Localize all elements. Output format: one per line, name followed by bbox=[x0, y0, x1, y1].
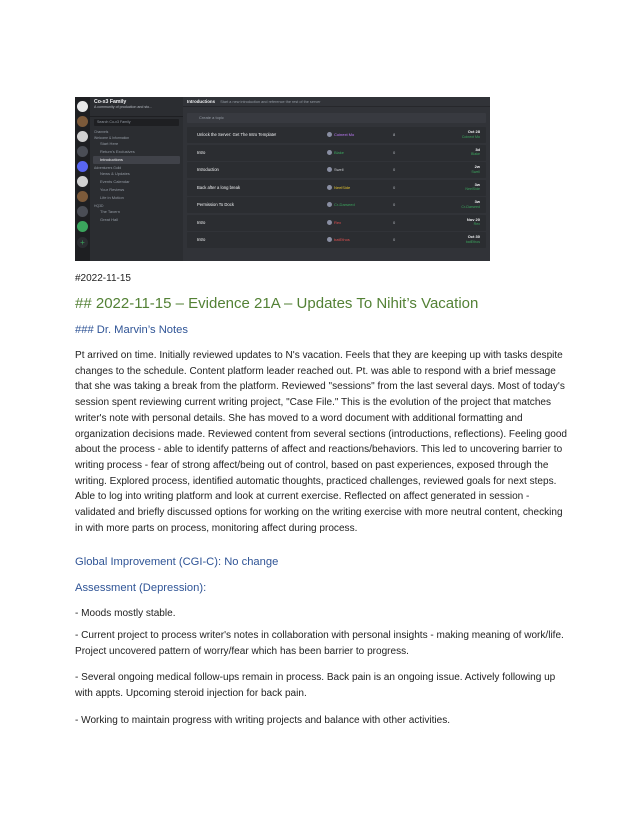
post-author: Cr-Darseed bbox=[327, 202, 355, 207]
channel-item[interactable]: The Tavern bbox=[100, 209, 120, 214]
channel-category[interactable]: HQ3D bbox=[94, 204, 104, 208]
post-date-label: 2w bbox=[474, 164, 480, 169]
forum-post-row[interactable] bbox=[187, 215, 486, 231]
assessment-item: - Moods mostly stable. bbox=[75, 608, 176, 619]
server-icon[interactable] bbox=[77, 191, 88, 202]
channel-item[interactable]: Life in Motion bbox=[100, 195, 124, 200]
forum-topbar bbox=[183, 97, 490, 107]
reply-count: 0 bbox=[393, 202, 396, 207]
post-date-label: 3w bbox=[474, 181, 480, 187]
forum-description: Start a new introduction and reference the rest of the server bbox=[220, 100, 321, 104]
server-icon[interactable] bbox=[77, 101, 88, 112]
post-date bbox=[465, 182, 480, 193]
last-poster: Swell bbox=[471, 169, 480, 174]
forum-post-row[interactable] bbox=[187, 127, 486, 143]
post-date-label: 3w bbox=[474, 199, 480, 204]
post-title: Unlock the Server: Get The Intro Template! bbox=[197, 132, 277, 137]
post-date bbox=[471, 147, 480, 158]
post-date-label: Oct 30 bbox=[467, 234, 480, 239]
create-topic-input[interactable]: Create a topic bbox=[187, 113, 486, 123]
assessment-item: - Working to maintain progress with writing projects and balance with other activities. bbox=[75, 715, 451, 726]
assessment-heading: Assessment (Depression): bbox=[75, 582, 207, 594]
reply-count: 0 bbox=[393, 219, 396, 225]
forum-post-row[interactable] bbox=[187, 232, 486, 248]
post-title: Introduction bbox=[197, 167, 219, 172]
channel-sidebar bbox=[90, 97, 183, 261]
post-title: Intro bbox=[197, 149, 206, 155]
last-poster: NeelSide bbox=[465, 187, 480, 191]
channel-category[interactable]: Adventurers Guild bbox=[94, 166, 122, 170]
notes-heading: ### Dr. Marvin’s Notes bbox=[75, 324, 188, 336]
server-icon[interactable] bbox=[77, 176, 88, 187]
post-author: batEthos bbox=[327, 237, 350, 242]
last-poster: batEthos bbox=[465, 239, 480, 244]
post-date-label: Nov 20 bbox=[466, 216, 480, 222]
reply-count: 0 bbox=[393, 149, 396, 155]
forum-post-row[interactable] bbox=[187, 162, 486, 178]
post-title: Permission To Dock bbox=[197, 202, 234, 207]
channel-item[interactable]: Return's Exclusives bbox=[100, 149, 135, 154]
last-poster: Blake bbox=[471, 152, 480, 156]
channel-list bbox=[90, 128, 183, 224]
post-author: Blake bbox=[327, 150, 344, 155]
post-date bbox=[467, 217, 480, 228]
post-author: Swell bbox=[327, 167, 344, 172]
post-title: Intro bbox=[197, 219, 206, 225]
post-author: Rex bbox=[327, 220, 341, 225]
forum-main bbox=[183, 97, 490, 261]
server-icon[interactable] bbox=[77, 161, 88, 172]
assessment-item: - Current project to process writer's notes in collaboration with personal insights - making meaning of work/life. Project uncovered pattern of worry/fear which has been barrier to progress. bbox=[75, 630, 564, 657]
forum-post-row[interactable] bbox=[187, 197, 486, 213]
server-rail bbox=[75, 97, 90, 261]
channel-item[interactable]: Great Hall bbox=[100, 217, 119, 222]
reply-count: 8 bbox=[393, 132, 396, 137]
server-icon[interactable] bbox=[77, 116, 88, 127]
reply-count: 0 bbox=[393, 184, 396, 190]
channel-item[interactable]: Start Here bbox=[100, 141, 119, 146]
post-date-label: Oct 28 bbox=[467, 129, 480, 134]
post-author: NeelSide bbox=[327, 185, 350, 190]
post-date bbox=[471, 164, 480, 175]
server-name: Co-x3 Family bbox=[94, 99, 127, 105]
post-date bbox=[466, 234, 480, 245]
last-poster: Cr-Darseed bbox=[461, 204, 480, 209]
post-title: Back after a long break bbox=[197, 184, 241, 190]
entry-heading: ## 2022-11-15 – Evidence 21A – Updates To Nihit’s Vacation bbox=[75, 295, 479, 312]
server-icon[interactable] bbox=[77, 146, 88, 157]
search-input[interactable]: Search Co-x3 Family bbox=[94, 119, 179, 126]
forum-post-row[interactable] bbox=[187, 180, 486, 196]
session-notes: Pt arrived on time. Initially reviewed updates to N's vacation. Feels that they are keeping up with tasks despite changes to the schedule. Content platform leader reached out. Pt. was able to respond with a brief message that she was taking a break from the platform. Reviewed "sessions" from the last several days. Most of today's session spent reviewing current writing project, "Case File." This is the evolution of the project that matches writer's note with personal details. She has moved to a word document with additional formatting and organization decisions made. Reviewed content from several sections (introductions, reflections). Feeling good about the process - able to identify patterns of affect and reactions/behaviors. This led to uncovering barrier to writing process - fear of strong affect/being out of control, based on past experiences, exposed through the writing. Explored process, identified automatic thoughts, practiced challenges, reviewed goals for next steps. Able to log into writing platform and look at current exercise. Reflected on affect generated in session - validated and briefly discussed options for working on the writing exercise with more neutral content, checking in with more parts on process, monitoring affect during process. bbox=[75, 350, 567, 534]
server-subtitle: A community of production and sto... bbox=[94, 105, 153, 109]
server-icon[interactable] bbox=[77, 206, 88, 217]
channel-item[interactable]: Introductions bbox=[93, 156, 180, 164]
post-author: Coinext Mo bbox=[327, 132, 354, 137]
channel-item[interactable]: News & Updates bbox=[100, 171, 130, 176]
assessment-item: - Several ongoing medical follow-ups remain in process. Back pain is an ongoing issue. Actively following up with appts. Upcoming steroid injection for back pain. bbox=[75, 672, 556, 699]
channel-category[interactable]: Channels bbox=[94, 130, 109, 134]
global-improvement: Global Improvement (CGI-C): No change bbox=[75, 556, 279, 568]
server-icon[interactable] bbox=[77, 221, 88, 232]
post-date-label: 3d bbox=[475, 146, 480, 152]
last-poster: Rex bbox=[473, 222, 480, 226]
date-tag: #2022-11-15 bbox=[75, 273, 131, 284]
forum-title: Introductions bbox=[187, 99, 216, 104]
reply-count: 0 bbox=[393, 167, 396, 172]
forum-post-row[interactable] bbox=[187, 145, 486, 161]
channel-item[interactable]: Your Reviews bbox=[100, 187, 125, 192]
server-header[interactable] bbox=[90, 97, 183, 117]
reply-count: 0 bbox=[393, 237, 396, 242]
last-poster: Coinext Mo bbox=[461, 134, 480, 139]
server-icon[interactable] bbox=[77, 131, 88, 142]
channel-category[interactable]: Welcome & Information bbox=[94, 136, 130, 140]
add-server-icon[interactable]: + bbox=[77, 237, 88, 248]
post-date bbox=[462, 129, 480, 140]
embedded-screenshot bbox=[75, 97, 490, 261]
post-date bbox=[461, 199, 480, 210]
channel-item[interactable]: Events Calendar bbox=[100, 179, 130, 184]
post-title: Intro bbox=[197, 237, 206, 242]
